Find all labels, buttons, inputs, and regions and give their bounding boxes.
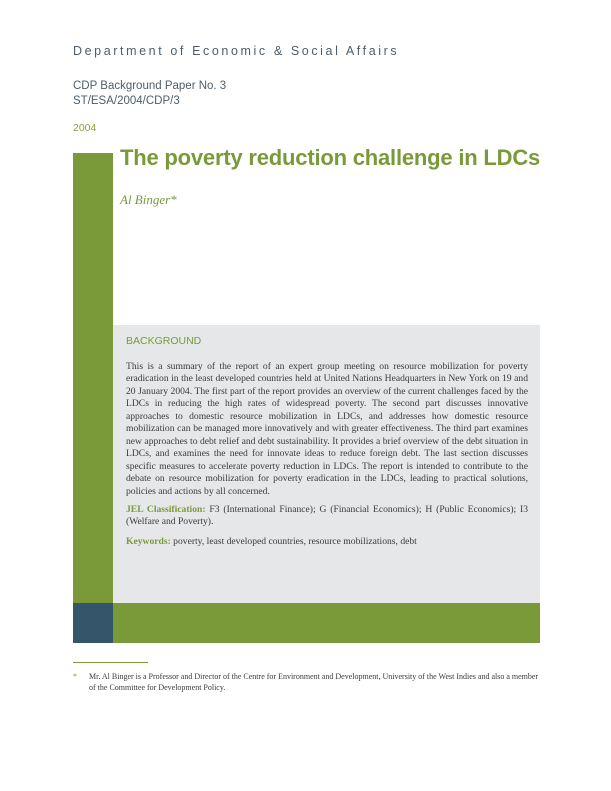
keywords-text: poverty, least developed countries, resource mobilizations, debt xyxy=(173,535,417,547)
paper-title: The poverty reduction challenge in LDCs xyxy=(120,145,541,170)
bottom-accent-bar xyxy=(113,603,540,643)
document-code: ST/ESA/2004/CDP/3 xyxy=(73,95,180,107)
footnote-text: Mr. Al Binger is a Professor and Director of the Centre for Environment and Development, University of the West Indies and also a member of the Committee for Development Policy. xyxy=(89,672,539,692)
jel-text: F3 (International Finance); G (Financial Economics); H (Public Economics); I3 (Welfare and Poverty). xyxy=(126,503,529,528)
background-panel xyxy=(113,325,540,603)
publication-year: 2004 xyxy=(73,122,97,134)
navy-accent-square xyxy=(73,603,113,643)
jel-classification xyxy=(126,504,528,529)
department-header: Department of Economic & Social Affairs xyxy=(73,44,400,58)
footnote-mark: * xyxy=(73,672,77,681)
series-block xyxy=(73,79,226,109)
footnote-rule xyxy=(73,662,148,663)
jel-label: JEL Classification: xyxy=(126,503,206,515)
keywords-label: Keywords: xyxy=(126,535,171,547)
author-name: Al Binger* xyxy=(120,192,177,207)
footnote xyxy=(73,671,543,693)
background-content xyxy=(126,335,528,548)
abstract-text: This is a summary of the report of an expert group meeting on resource mobilization for poverty eradication in the least developed countries held at United Nations Headquarters in New York on 19 and 20 January 2004. The first part of the report provides an overview of the current challenges faced by the LDCs in reducing the high rates of widespread poverty. The second part discusses innovative approaches to domestic resource mobilization in LDCs, and addresses how domestic resource mobilization can be managed more innovatively and with greater effectiveness. The third part examines new approaches to debt relief and debt sustainability. It provides a brief overview of the debt situation in LDCs, and examines the need for innovate ideas to reduce foreign debt. The last section discusses specific measures to accelerate poverty reduction in LDCs. The report is intended to contribute to the debate on resource mobilization for poverty eradication in the LDCs, leading to practical solutions, policies and actions by all concerned. xyxy=(126,361,528,497)
series-title: CDP Background Paper No. 3 xyxy=(73,80,227,92)
keywords xyxy=(126,536,528,548)
left-accent-bar xyxy=(73,153,113,603)
background-heading: BACKGROUND xyxy=(126,335,202,347)
